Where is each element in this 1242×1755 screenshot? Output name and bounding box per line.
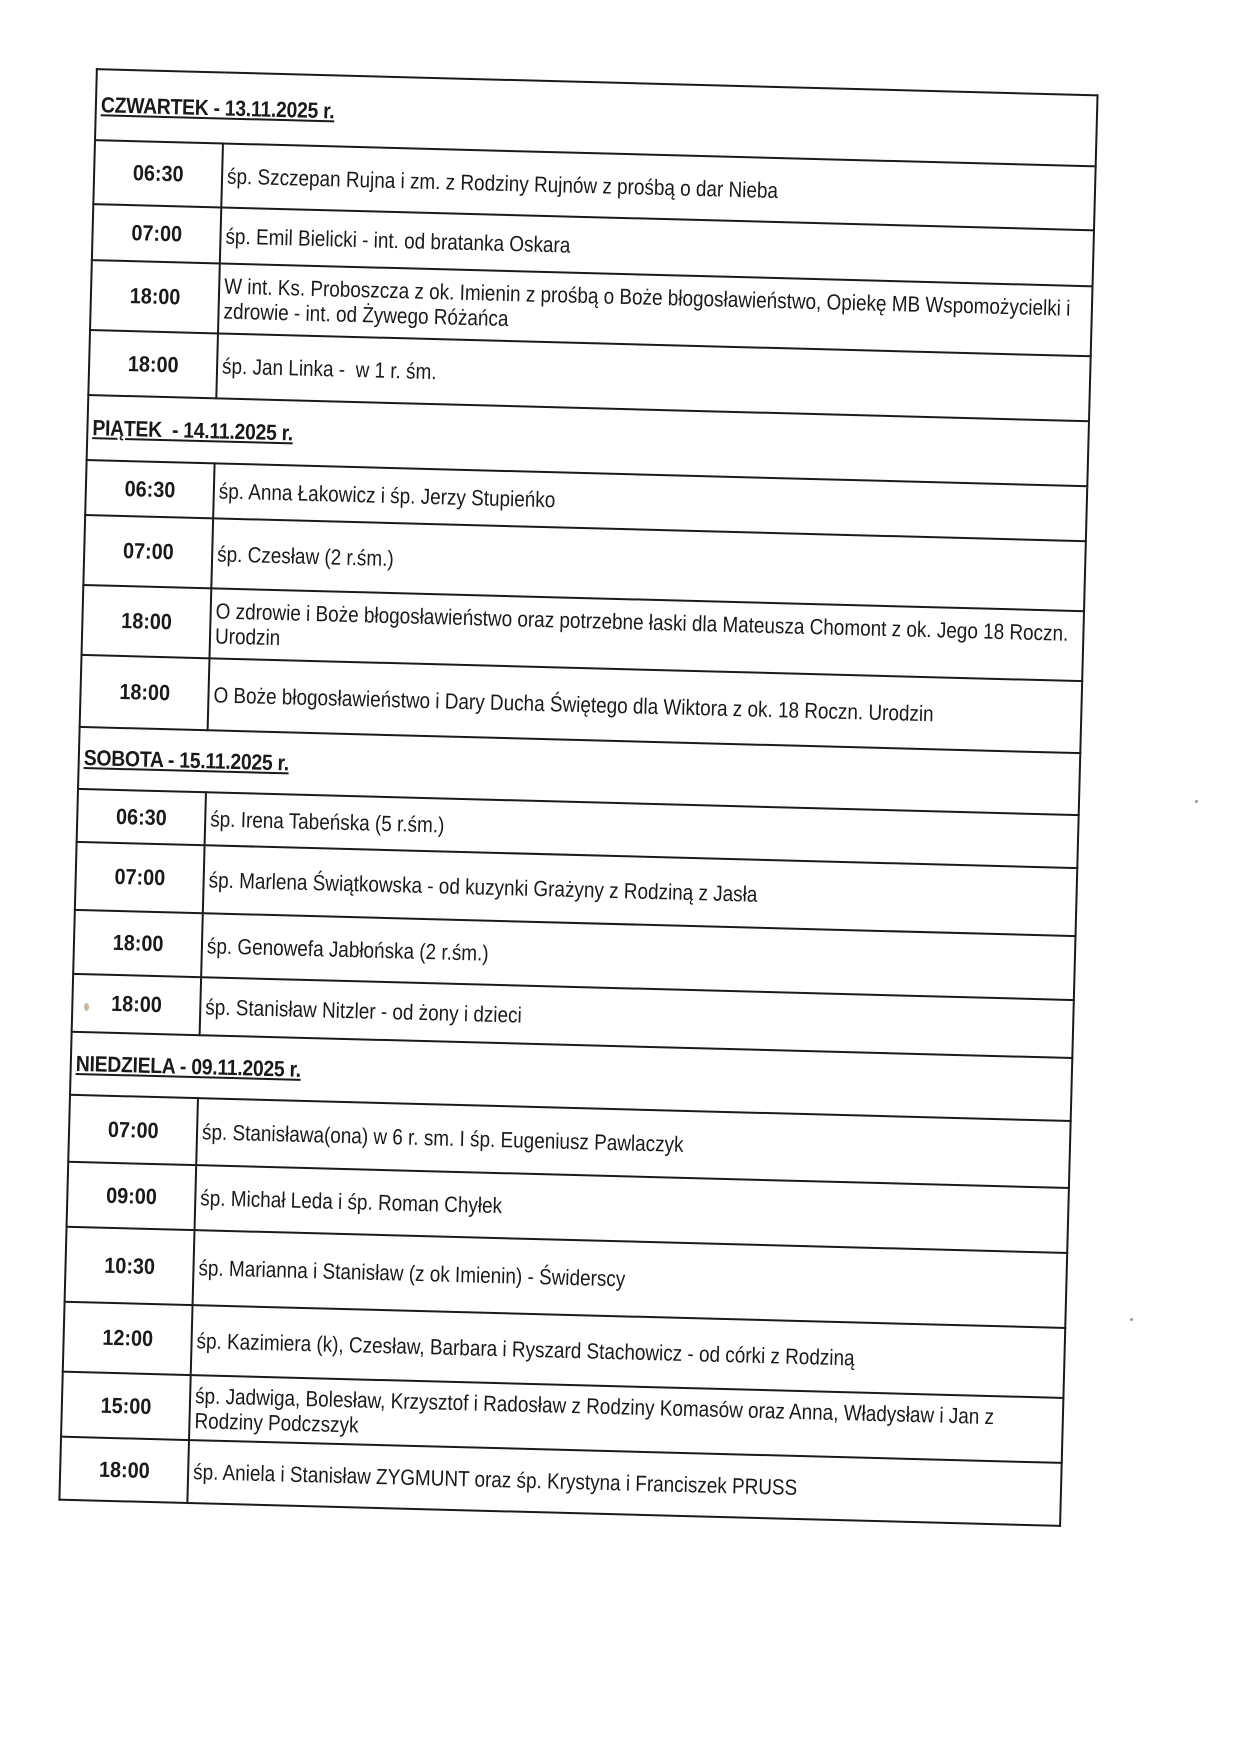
mass-intention: śp. Michał Leda i śp. Roman Chyłek xyxy=(195,1165,1069,1253)
mass-time: 09:00 xyxy=(67,1162,197,1230)
mass-time: 07:00 xyxy=(68,1095,198,1165)
scan-speck xyxy=(1195,800,1198,803)
scan-blemish xyxy=(84,1003,89,1011)
mass-intention: O Boże błogosławieństwo i Dary Ducha Świętego dla Wiktora z ok. 18 Roczn. Urodzin xyxy=(208,658,1083,753)
mass-time: 12:00 xyxy=(63,1302,193,1375)
mass-time: 18:00 xyxy=(80,655,210,730)
mass-intention: śp. Marianna i Stanisław (z ok Imienin) - Świderscy xyxy=(193,1230,1068,1328)
mass-time: 07:00 xyxy=(92,204,221,263)
mass-time: 18:00 xyxy=(88,330,218,398)
mass-intention: śp. Stanisław Nitzler - od żony i dzieci xyxy=(200,977,1074,1058)
mass-intention: śp. Stanisława(ona) w 6 r. sm. I śp. Eugeniusz Pawlaczyk xyxy=(196,1098,1070,1188)
mass-intention: śp. Emil Bielicki - int. od bratanka Oskara xyxy=(220,207,1094,286)
mass-intention: śp. Marlena Świątkowska - od kuzynki Grażyny z Rodziną z Jasła xyxy=(203,845,1077,936)
mass-time: 18:00 xyxy=(72,974,201,1035)
mass-time: 07:00 xyxy=(83,515,213,588)
mass-intention: W int. Ks. Proboszcza z ok. Imienin z prośbą o Boże błogosławieństwo, Opiekę MB Wspomożycielki i zdrowie - int. od Żywego Różańca xyxy=(218,263,1093,356)
mass-intention: śp. Szczepan Rujna i zm. z Rodziny Rujnów z prośbą o dar Nieba xyxy=(221,143,1095,230)
mass-time: 18:00 xyxy=(90,260,220,333)
day-label: SOBOTA - 15.11.2025 r. xyxy=(83,745,290,776)
mass-intention: O zdrowie i Boże błogosławieństwo oraz potrzebne łaski dla Mateusza Chomont z ok. Jego 18 Roczn. Urodzin xyxy=(209,588,1084,681)
mass-time: 06:30 xyxy=(85,460,214,518)
day-label: NIEDZIELA - 09.11.2025 r. xyxy=(75,1050,302,1082)
mass-intention: śp. Czesław (2 r.śm.) xyxy=(211,518,1086,611)
scan-speck xyxy=(1130,1318,1133,1321)
mass-time: 18:00 xyxy=(73,910,203,977)
mass-intention: śp. Aniela i Stanisław ZYGMUNT oraz śp. Krystyna i Franciszek PRUSS xyxy=(187,1440,1061,1526)
day-label: PIĄTEK - 14.11.2025 r. xyxy=(92,414,294,445)
mass-intention: śp. Jan Linka - w 1 r. śm. xyxy=(216,333,1090,421)
day-label: CZWARTEK - 13.11.2025 r. xyxy=(100,91,335,123)
mass-time: 18:00 xyxy=(82,585,212,658)
mass-time: 06:30 xyxy=(77,789,206,845)
mass-intention: śp. Anna Łakowicz i śp. Jerzy Stupieńko xyxy=(213,463,1087,541)
mass-intention: śp. Kazimiera (k), Czesław, Barbara i Ryszard Stachowicz - od córki z Rodziną xyxy=(191,1305,1066,1398)
mass-time: 18:00 xyxy=(59,1437,189,1503)
mass-time: 10:30 xyxy=(65,1227,195,1305)
mass-intentions-table xyxy=(58,68,1098,1527)
mass-intention: śp. Genowefa Jabłońska (2 r.śm.) xyxy=(201,913,1075,1000)
mass-time: 07:00 xyxy=(75,842,205,913)
mass-intention: śp. Irena Tabeńska (5 r.śm.) xyxy=(205,792,1079,868)
mass-time: 06:30 xyxy=(93,140,223,207)
mass-intention: śp. Jadwiga, Bolesław, Krzysztof i Radosław z Rodziny Komasów oraz Anna, Władysław i Jan z Rodziny Podczszyk xyxy=(189,1375,1063,1463)
mass-time: 15:00 xyxy=(61,1372,191,1440)
